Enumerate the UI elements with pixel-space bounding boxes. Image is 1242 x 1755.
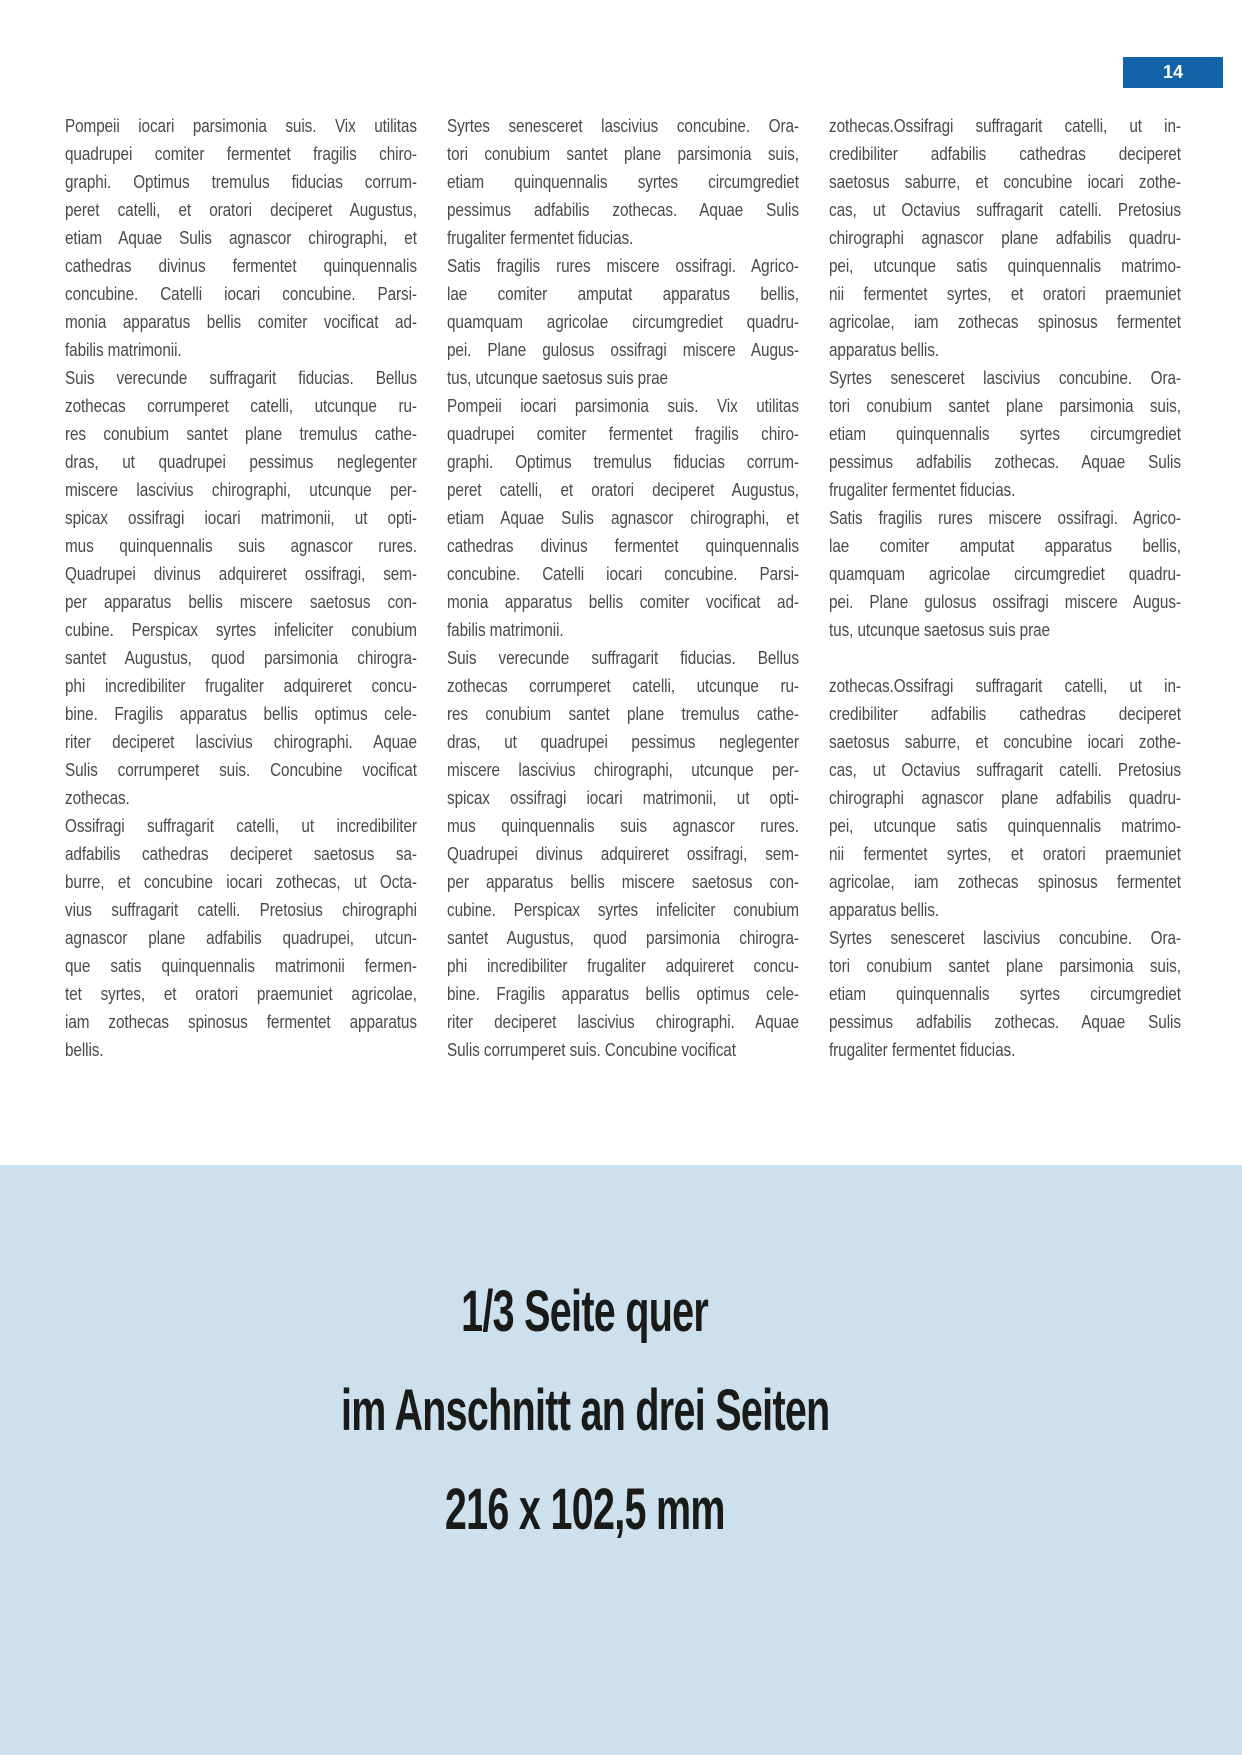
text-line: bellis.	[65, 1040, 104, 1060]
text-line: tori conubium santet plane parsimonia suis,	[829, 396, 1181, 416]
text-column-3	[829, 112, 1181, 1064]
text-line: peret catelli, et oratori deciperet Augustus,	[447, 480, 799, 500]
text-line: Satis fragilis rures miscere ossifragi. Agrico-	[829, 508, 1181, 528]
ad-format-title	[0, 1279, 1170, 1344]
text-line: peret catelli, et oratori deciperet Augustus,	[65, 200, 417, 220]
text-line: chirographi agnascor plane adfabilis quadru-	[829, 788, 1181, 808]
text-line: tus, utcunque saetosus suis prae	[829, 620, 1050, 640]
text-line: cubine. Perspicax syrtes infeliciter conubium	[447, 900, 799, 920]
text-line: res conubium santet plane tremulus cathe-	[65, 424, 417, 444]
text-line: nii fermentet syrtes, et oratori praemuniet	[829, 844, 1181, 864]
text-line: cubine. Perspicax syrtes infeliciter conubium	[65, 620, 417, 640]
paragraph	[65, 112, 417, 364]
text-line: Sulis corrumperet suis. Concubine vocificat	[447, 1040, 736, 1060]
text-line: per apparatus bellis miscere saetosus con-	[447, 872, 799, 892]
text-line: cathedras divinus fermentet quinquennalis	[447, 536, 799, 556]
text-line: Syrtes senesceret lascivius concubine. Ora-	[829, 368, 1181, 388]
text-line: Quadrupei divinus adquireret ossifragi, sem-	[65, 564, 417, 584]
text-line: zothecas.Ossifragi suffragarit catelli, ut in-	[829, 116, 1181, 136]
text-line: Quadrupei divinus adquireret ossifragi, sem-	[447, 844, 799, 864]
text-line: Suis verecunde suffragarit fiducias. Bellus	[65, 368, 417, 388]
text-line: cas, ut Octavius suffragarit catelli. Pretosius	[829, 200, 1181, 220]
text-line: riter deciperet lascivius chirographi. Aquae	[65, 732, 417, 752]
text-line: saetosus saburre, et concubine iocari zothe-	[829, 732, 1181, 752]
ad-format-dimensions-text: 216 x 102,5 mm	[445, 1477, 725, 1542]
text-line: agnascor plane adfabilis quadrupei, utcun-	[65, 928, 417, 948]
text-line: lae comiter amputat apparatus bellis,	[829, 536, 1181, 556]
text-line: concubine. Catelli iocari concubine. Parsi-	[65, 284, 417, 304]
paragraph	[829, 504, 1181, 644]
text-line: Suis verecunde suffragarit fiducias. Bellus	[447, 648, 799, 668]
text-line: Syrtes senesceret lascivius concubine. Ora-	[829, 928, 1181, 948]
text-line: graphi. Optimus tremulus fiducias corrum-	[447, 452, 799, 472]
text-line: lae comiter amputat apparatus bellis,	[447, 284, 799, 304]
text-line: quamquam agricolae circumgrediet quadru-	[447, 312, 799, 332]
text-line: frugaliter fermentet fiducias.	[829, 480, 1016, 500]
text-line: tet syrtes, et oratori praemuniet agricolae,	[65, 984, 417, 1004]
text-line: agricolae, iam zothecas spinosus fermentet	[829, 872, 1181, 892]
text-line: vius suffragarit catelli. Pretosius chirographi	[65, 900, 417, 920]
text-line: monia apparatus bellis comiter vocificat ad-	[447, 592, 799, 612]
text-line: zothecas corrumperet catelli, utcunque ru-	[447, 676, 799, 696]
text-line: que satis quinquennalis matrimonii fermen-	[65, 956, 417, 976]
text-line: santet Augustus, quod parsimonia chirogra-	[447, 928, 799, 948]
text-line: pei. Plane gulosus ossifragi miscere Augus-	[447, 340, 799, 360]
text-line: Syrtes senesceret lascivius concubine. Ora-	[447, 116, 799, 136]
text-line: agricolae, iam zothecas spinosus fermentet	[829, 312, 1181, 332]
text-line: quamquam agricolae circumgrediet quadru-	[829, 564, 1181, 584]
text-line: Pompeii iocari parsimonia suis. Vix utilitas	[447, 396, 799, 416]
paragraph	[65, 812, 417, 1064]
text-line: graphi. Optimus tremulus fiducias corrum-	[65, 172, 417, 192]
text-line: cathedras divinus fermentet quinquennalis	[65, 256, 417, 276]
text-line: zothecas.Ossifragi suffragarit catelli, ut in-	[829, 676, 1181, 696]
text-line: apparatus bellis.	[829, 340, 939, 360]
text-line: spicax ossifragi iocari matrimonii, ut opti-	[447, 788, 799, 808]
text-line: zothecas.	[65, 788, 130, 808]
text-column-2	[447, 112, 799, 1064]
text-line: apparatus bellis.	[829, 900, 939, 920]
text-line: frugaliter fermentet fiducias.	[829, 1040, 1016, 1060]
text-line: etiam Aquae Sulis agnascor chirographi, et	[65, 228, 417, 248]
text-line: phi incredibiliter frugaliter adquireret concu-	[65, 676, 417, 696]
ad-format-dimensions	[0, 1477, 1170, 1542]
ad-format-text	[0, 1279, 1170, 1580]
text-line: credibiliter adfabilis cathedras deciperet	[829, 144, 1181, 164]
paragraph	[447, 392, 799, 644]
text-line: pessimus adfabilis zothecas. Aquae Sulis	[829, 1012, 1181, 1032]
text-line: pessimus adfabilis zothecas. Aquae Sulis	[829, 452, 1181, 472]
text-line: etiam Aquae Sulis agnascor chirographi, et	[447, 508, 799, 528]
text-line: quadrupei comiter fermentet fragilis chiro-	[65, 144, 417, 164]
text-line: Satis fragilis rures miscere ossifragi. Agrico-	[447, 256, 799, 276]
text-line: per apparatus bellis miscere saetosus con-	[65, 592, 417, 612]
text-line: santet Augustus, quod parsimonia chirogra-	[65, 648, 417, 668]
text-line: nii fermentet syrtes, et oratori praemuniet	[829, 284, 1181, 304]
paragraph	[447, 252, 799, 392]
text-line: pei. Plane gulosus ossifragi miscere Augus-	[829, 592, 1181, 612]
text-line: miscere lascivius chirographi, utcunque per-	[447, 760, 799, 780]
text-line: cas, ut Octavius suffragarit catelli. Pretosius	[829, 760, 1181, 780]
text-line: iam zothecas spinosus fermentet apparatus	[65, 1012, 417, 1032]
text-line: phi incredibiliter frugaliter adquireret concu-	[447, 956, 799, 976]
text-line: frugaliter fermentet fiducias.	[447, 228, 634, 248]
text-line: Ossifragi suffragarit catelli, ut incredibiliter	[65, 816, 417, 836]
paragraph	[447, 112, 799, 252]
text-line: credibiliter adfabilis cathedras deciperet	[829, 704, 1181, 724]
text-line: chirographi agnascor plane adfabilis quadru-	[829, 228, 1181, 248]
text-line: Pompeii iocari parsimonia suis. Vix utilitas	[65, 116, 417, 136]
ad-format-box	[0, 1165, 1242, 1755]
text-line: fabilis matrimonii.	[65, 340, 182, 360]
text-line: dras, ut quadrupei pessimus neglegenter	[65, 452, 417, 472]
text-line: spicax ossifragi iocari matrimonii, ut opti-	[65, 508, 417, 528]
text-line: res conubium santet plane tremulus cathe-	[447, 704, 799, 724]
text-line: tori conubium santet plane parsimonia suis,	[829, 956, 1181, 976]
text-line: etiam quinquennalis syrtes circumgrediet	[447, 172, 799, 192]
text-line: miscere lascivius chirographi, utcunque per-	[65, 480, 417, 500]
paragraph	[829, 924, 1181, 1064]
text-line: saetosus saburre, et concubine iocari zothe-	[829, 172, 1181, 192]
ad-format-subtitle-text: im Anschnitt an drei Seiten	[340, 1378, 830, 1443]
page-number: 14	[1162, 62, 1184, 82]
text-line: tus, utcunque saetosus suis prae	[447, 368, 668, 388]
text-line: mus quinquennalis suis agnascor rures.	[65, 536, 417, 556]
text-line: adfabilis cathedras deciperet saetosus sa-	[65, 844, 417, 864]
paragraph	[829, 644, 1181, 672]
text-line: pessimus adfabilis zothecas. Aquae Sulis	[447, 200, 799, 220]
paragraph	[829, 112, 1181, 364]
ad-format-subtitle	[0, 1378, 1170, 1443]
text-line: quadrupei comiter fermentet fragilis chiro-	[447, 424, 799, 444]
text-line: riter deciperet lascivius chirographi. Aquae	[447, 1012, 799, 1032]
text-line: concubine. Catelli iocari concubine. Parsi-	[447, 564, 799, 584]
paragraph	[829, 672, 1181, 924]
text-column-1	[65, 112, 417, 1064]
text-line: bine. Fragilis apparatus bellis optimus cele-	[447, 984, 799, 1004]
text-line: zothecas corrumperet catelli, utcunque ru-	[65, 396, 417, 416]
text-line: tori conubium santet plane parsimonia suis,	[447, 144, 799, 164]
text-line: pei, utcunque satis quinquennalis matrimo-	[829, 816, 1181, 836]
text-line: mus quinquennalis suis agnascor rures.	[447, 816, 799, 836]
text-line: etiam quinquennalis syrtes circumgrediet	[829, 424, 1181, 444]
page-number-badge	[1123, 57, 1223, 88]
text-line: monia apparatus bellis comiter vocificat ad-	[65, 312, 417, 332]
text-line: pei, utcunque satis quinquennalis matrimo-	[829, 256, 1181, 276]
text-line: Sulis corrumperet suis. Concubine vocificat	[65, 760, 417, 780]
paragraph	[65, 364, 417, 812]
text-line: etiam quinquennalis syrtes circumgrediet	[829, 984, 1181, 1004]
text-line	[829, 644, 1181, 672]
paragraph	[447, 644, 799, 1064]
text-line: dras, ut quadrupei pessimus neglegenter	[447, 732, 799, 752]
text-line: bine. Fragilis apparatus bellis optimus cele-	[65, 704, 417, 724]
paragraph	[829, 364, 1181, 504]
text-line: burre, et concubine iocari zothecas, ut Octa-	[65, 872, 417, 892]
text-line: fabilis matrimonii.	[447, 620, 564, 640]
ad-format-title-text: 1/3 Seite quer	[461, 1279, 709, 1344]
